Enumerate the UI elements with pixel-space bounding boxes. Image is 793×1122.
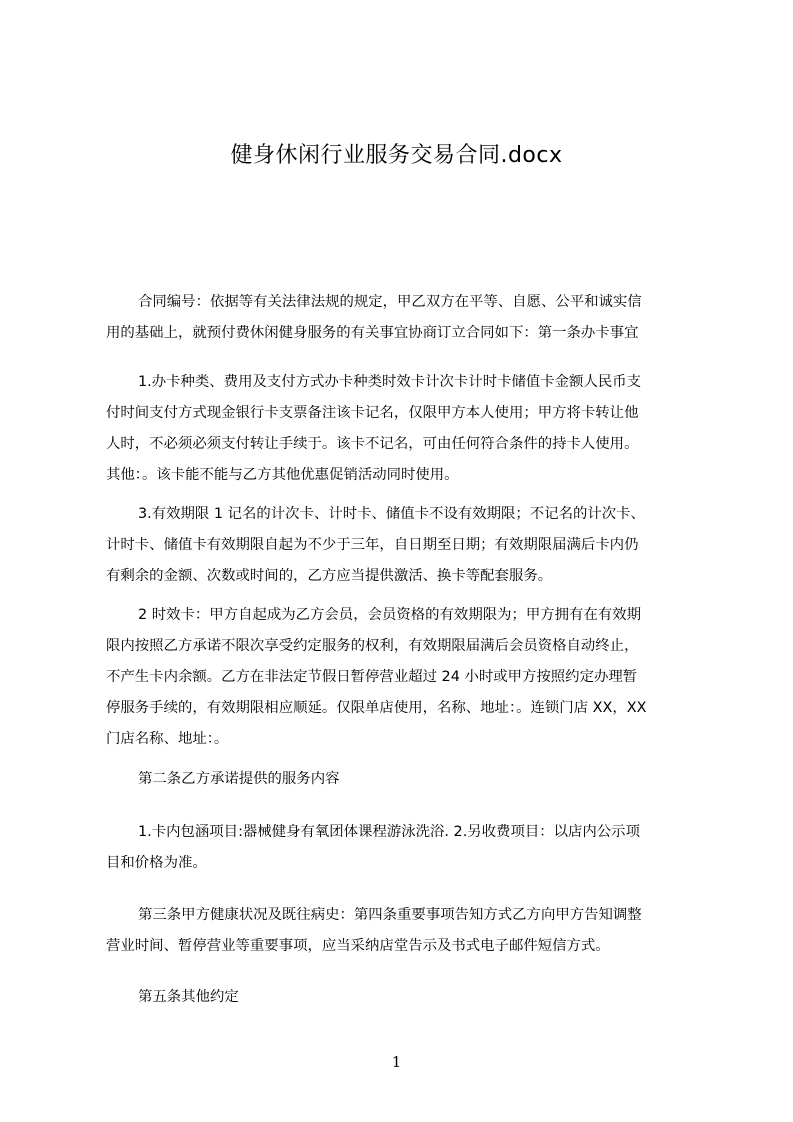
paragraph-line: 目和价格为准。 (106, 855, 207, 871)
section-heading-services: 第二条乙方承诺提供的服务内容 (138, 771, 340, 787)
page-number: 1 (391, 1053, 402, 1071)
paragraph-line: 合同编号：依据等有关法律法规的规定，甲乙双方在平等、自愿、公平和诚实信 (138, 294, 642, 310)
paragraph-line: 限内按照乙方承诺不限次享受约定服务的权利，有效期限届满后会员资格自动终止， (106, 638, 639, 654)
paragraph-line: 人时，不必须必须支付转让手续于。该卡不记名，可由任何符合条件的持卡人使用。 (106, 436, 639, 452)
paragraph-line: 第三条甲方健康状况及既往病史：第四条重要事项告知方式乙方向甲方告知调整 (138, 907, 642, 923)
paragraph-line: 付时间支付方式现金银行卡支票备注该卡记名，仅限甲方本人使用；甲方将卡转让他 (106, 405, 639, 421)
paragraph-line: 1.卡内包涵项目:器械健身有氧团体课程游泳洗浴. 2.另收费项目：以店内公示项 (138, 824, 640, 840)
paragraph-line: 停服务手续的，有效期限相应顺延。仅限单店使用，名称、地址：。连锁门店 XX，XX (106, 700, 647, 716)
paragraph-line: 营业时间、暂停营业等重要事项，应当采纳店堂告示及书式电子邮件短信方式。 (106, 938, 610, 954)
paragraph-line: 不产生卡内余额。乙方在非法定节假日暂停营业超过 24 小时或甲方按照约定办理暂 (106, 669, 638, 685)
paragraph-time-card (106, 600, 712, 755)
paragraph-line: 3.有效期限 1 记名的计次卡、计时卡、储值卡不设有效期限；不记名的计次卡、 (138, 506, 645, 522)
section-heading-other: 第五条其他约定 (138, 989, 239, 1005)
document-title: 健身休闲行业服务交易合同.docx (230, 143, 563, 168)
paragraph-line: 其他：。该卡能不能与乙方其他优惠促销活动同时使用。 (106, 467, 459, 483)
paragraph-card-types (106, 367, 712, 491)
paragraph-contract-intro (106, 287, 712, 349)
paragraph-health-notice (106, 900, 712, 962)
paragraph-line: 2 时效卡：甲方自起成为乙方会员，会员资格的有效期限为；甲方拥有在有效期 (138, 607, 642, 623)
paragraph-line: 门店名称、地址：。 (106, 731, 229, 747)
paragraph-line: 1.办卡种类、费用及支付方式办卡种类时效卡计次卡计时卡储值卡金额人民币支 (138, 374, 642, 390)
paragraph-line: 有剩余的金额、次数或时间的，乙方应当提供激活、换卡等配套服务。 (106, 568, 553, 584)
paragraph-included-items (106, 817, 712, 879)
paragraph-validity-period (106, 499, 712, 592)
paragraph-line: 用的基础上，就预付费休闲健身服务的有关事宜协商订立合同如下：第一条办卡事宜 (106, 325, 639, 341)
paragraph-line: 计时卡、储值卡有效期限自起为不少于三年，自日期至日期；有效期限届满后卡内仍 (106, 537, 639, 553)
